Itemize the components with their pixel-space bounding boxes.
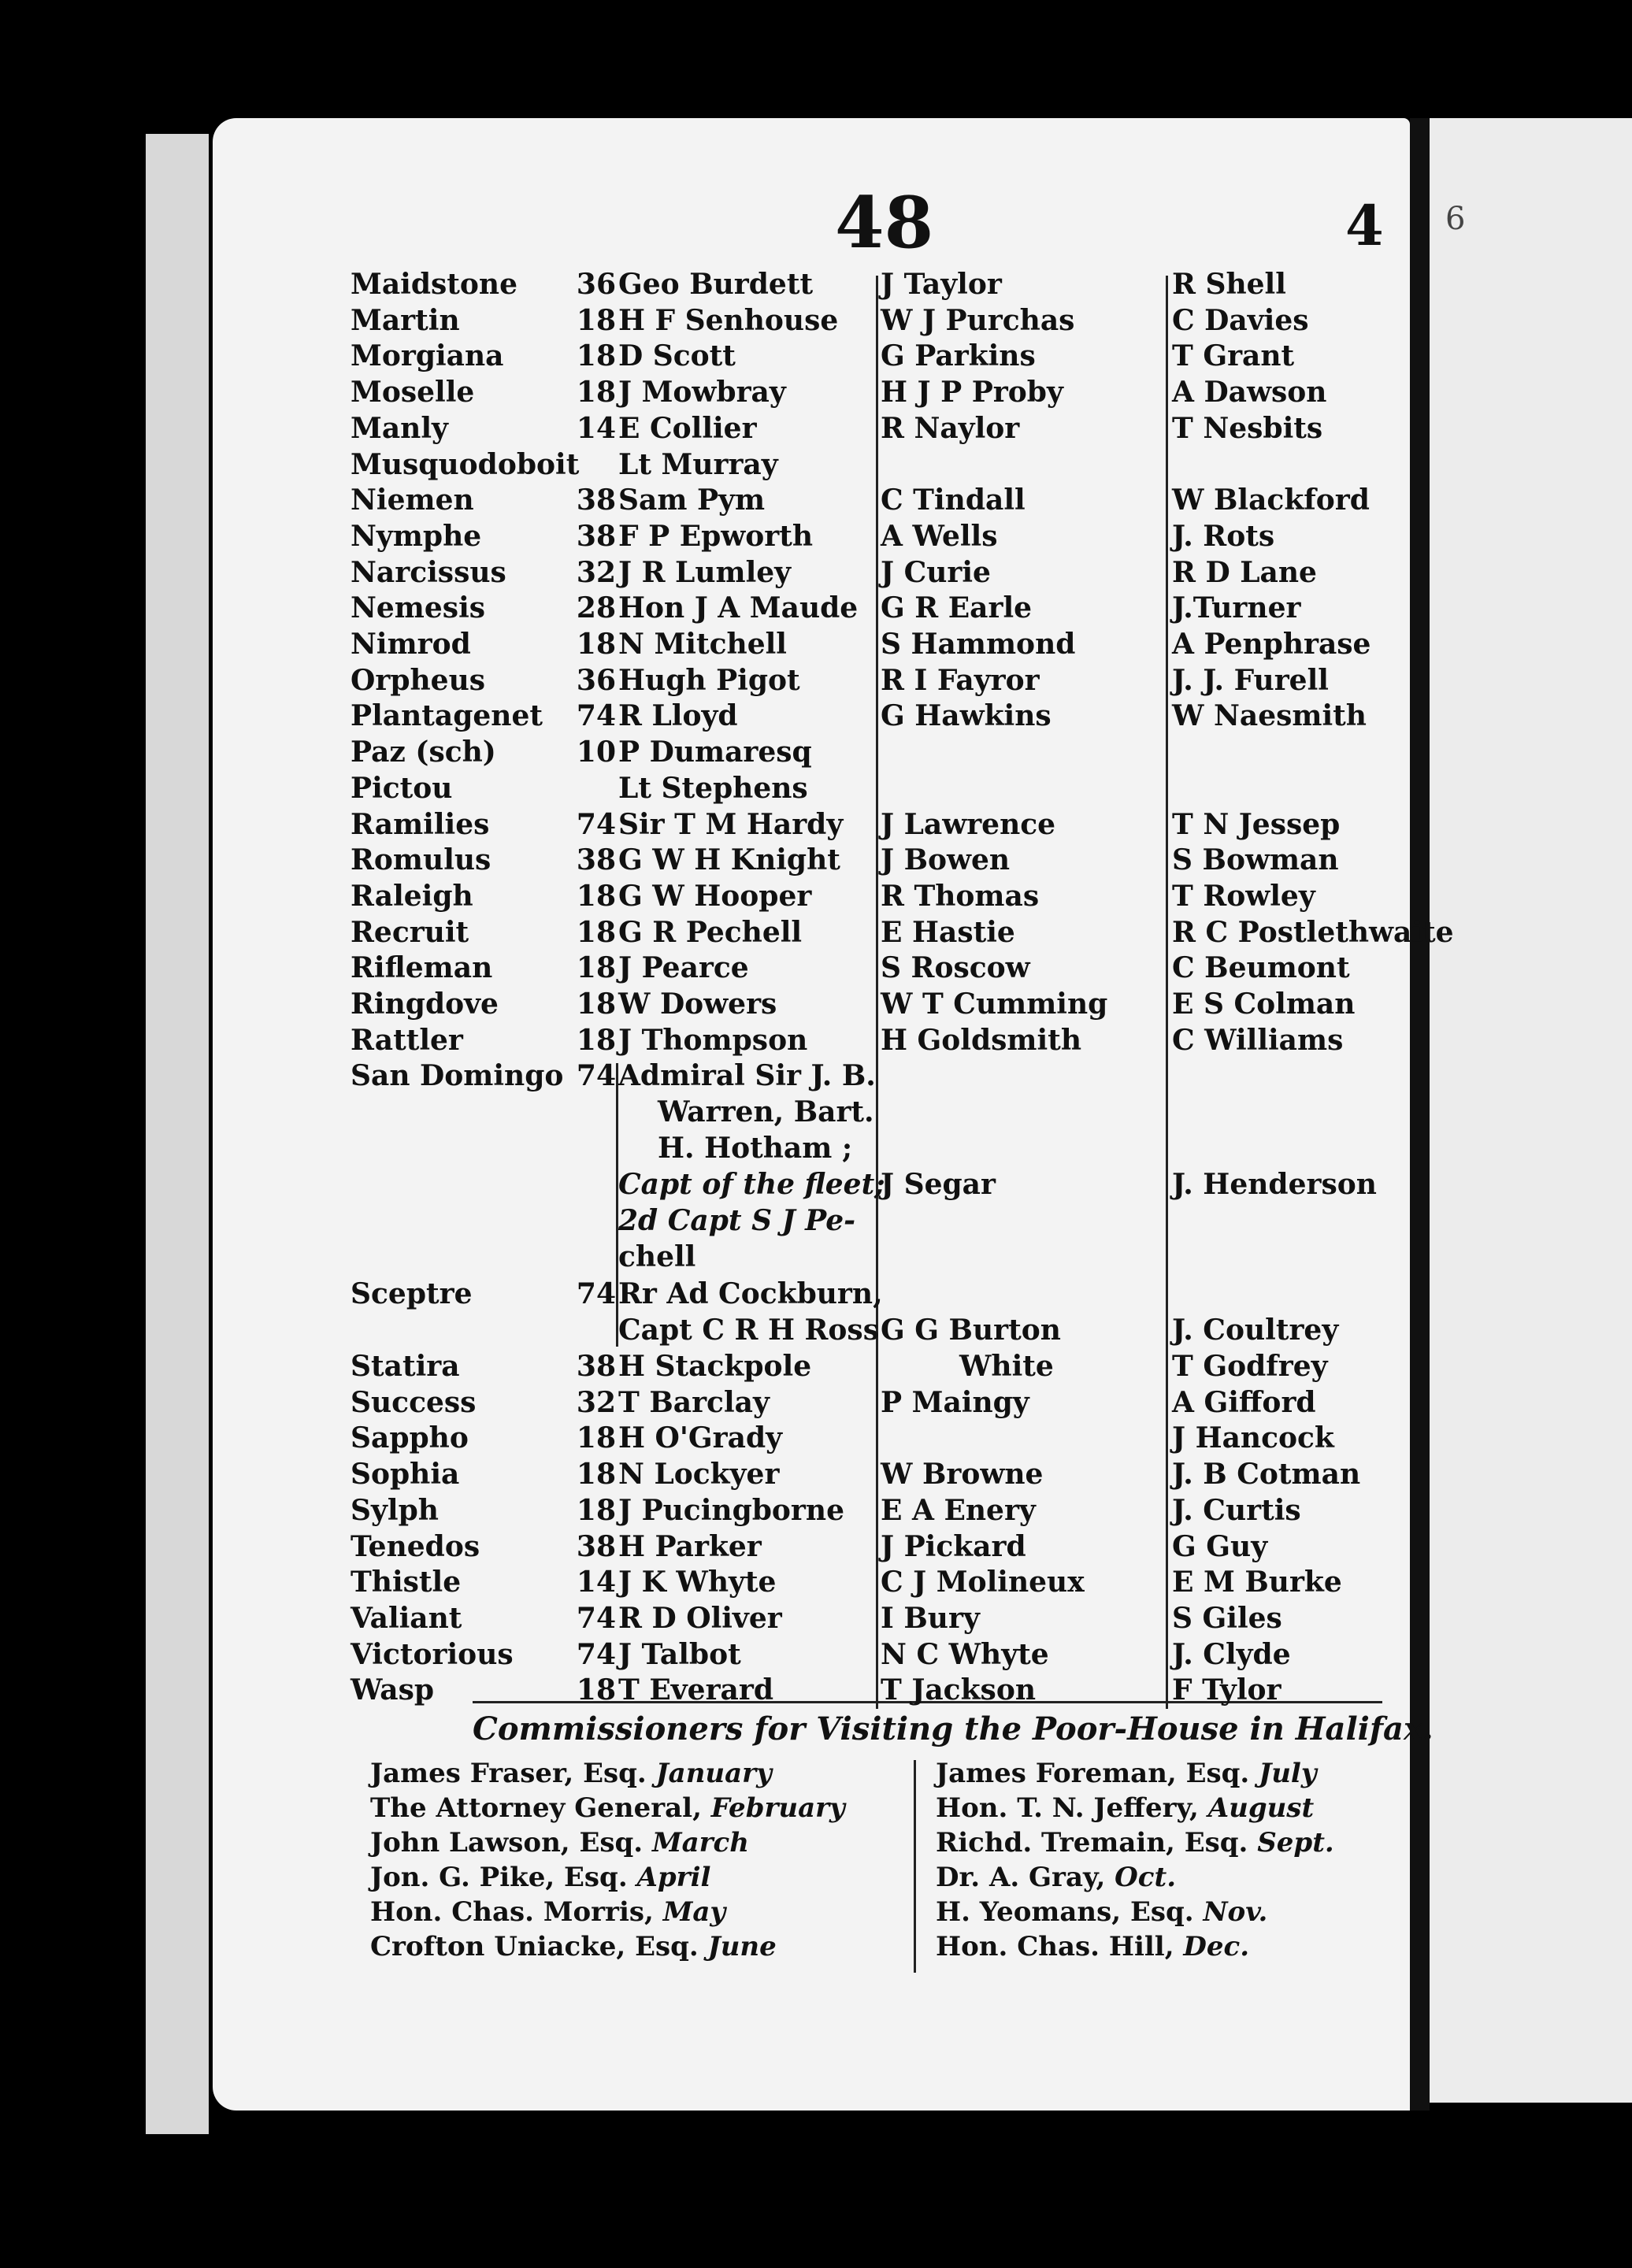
- captain-name: J Talbot: [618, 1637, 741, 1671]
- ship-guns: 32: [576, 1385, 616, 1419]
- ship-name: Narcissus: [351, 555, 506, 589]
- captain-name: J Pucingborne: [618, 1493, 844, 1527]
- ship-name: Sophia: [351, 1458, 460, 1492]
- lieutenant-name: H J P Proby: [881, 376, 1063, 410]
- captain-name: T Everard: [618, 1673, 774, 1707]
- commissioner-name: Jon. G. Pike, Esq.: [370, 1862, 637, 1893]
- ship-name: Romulus: [351, 843, 491, 877]
- lieutenant-name: J Taylor: [881, 268, 1002, 301]
- captain-name: Hugh Pigot: [618, 663, 800, 697]
- column-rule-master: [1166, 276, 1168, 1709]
- commissioners-divider: [914, 1760, 916, 1973]
- lieutenant-name: G Hawkins: [881, 699, 1052, 733]
- commissioner-month: Oct.: [1115, 1862, 1177, 1893]
- commissioner-name: Hon. Chas. Morris,: [370, 1896, 663, 1928]
- ship-name: Manly: [351, 411, 448, 445]
- captain-name: H Parker: [618, 1529, 762, 1563]
- lieutenant-name: J Lawrence: [881, 807, 1056, 841]
- captain-name: G W H Knight: [618, 843, 840, 877]
- commissioner-name: Hon. T. N. Jeffery,: [936, 1792, 1208, 1824]
- master-name: R Shell: [1172, 268, 1286, 301]
- lieutenant-name: W T Cumming: [881, 988, 1108, 1021]
- ship-name: Plantagenet: [351, 699, 543, 733]
- commissioner-entry: [370, 1896, 725, 1928]
- ship-name: Success: [351, 1385, 477, 1419]
- commissioner-name: Crofton Uniacke, Esq.: [370, 1931, 708, 1962]
- ship-name: Niemen: [351, 484, 474, 517]
- commissioner-entry: [936, 1896, 1267, 1928]
- ship-guns: 28: [576, 591, 616, 625]
- commissioner-entry: [936, 1792, 1314, 1824]
- master-name: W Blackford: [1172, 484, 1370, 517]
- captain-line: Rr Ad Cockburn,: [618, 1277, 883, 1310]
- master-name: T Godfrey: [1172, 1350, 1328, 1383]
- ship-name: Valiant: [351, 1601, 462, 1635]
- lieutenant-name: S Roscow: [881, 951, 1030, 985]
- commissioner-month: April: [636, 1862, 711, 1893]
- captain-name: G R Pechell: [618, 915, 803, 949]
- commissioner-name: The Attorney General,: [370, 1792, 711, 1824]
- master-name: J.Turner: [1172, 591, 1301, 625]
- ship-name: Orpheus: [351, 663, 486, 697]
- commissioner-entry: [936, 1758, 1317, 1789]
- commissioner-month: February: [710, 1792, 845, 1824]
- captain-name: J Mowbray: [618, 376, 786, 410]
- ship-guns: 36: [576, 663, 616, 697]
- captain-line: Warren, Bart.: [658, 1095, 874, 1128]
- ship-guns: 18: [576, 951, 616, 985]
- commissioner-month: January: [655, 1758, 772, 1789]
- captain-line: H. Hotham ;: [658, 1132, 853, 1165]
- ship-name: Thistle: [351, 1566, 462, 1599]
- commissioner-name: John Lawson, Esq.: [370, 1827, 652, 1858]
- commissioner-month: Sept.: [1257, 1827, 1334, 1858]
- ship-guns: 74: [576, 1637, 616, 1671]
- lieutenant-name: G Parkins: [881, 339, 1036, 373]
- master-name: A Gifford: [1172, 1385, 1316, 1419]
- ship-name: Wasp: [351, 1673, 435, 1707]
- lieutenant-name: I Bury: [881, 1601, 980, 1635]
- ship-guns: 74: [576, 1277, 616, 1310]
- ship-name: Nimrod: [351, 628, 471, 661]
- ship-name: Raleigh: [351, 879, 473, 913]
- master-name: S Giles: [1172, 1601, 1282, 1635]
- master-name: J. Curtis: [1172, 1493, 1301, 1527]
- ship-name: Recruit: [351, 915, 469, 949]
- ship-name: Musquodoboit: [351, 447, 580, 481]
- ship-name: Rifleman: [351, 951, 493, 985]
- ship-guns: 38: [576, 843, 616, 877]
- ship-name: Moselle: [351, 376, 475, 410]
- commissioner-entry: [370, 1931, 777, 1962]
- master-name: R D Lane: [1172, 555, 1317, 589]
- ship-name: San Domingo: [351, 1059, 564, 1092]
- captain-name: J Pearce: [618, 951, 749, 985]
- ship-guns: 18: [576, 376, 616, 410]
- ship-name: Paz (sch): [351, 736, 496, 769]
- captain-line: chell: [618, 1240, 696, 1273]
- master-name: J. B Cotman: [1172, 1458, 1361, 1492]
- master-name: G Guy: [1172, 1529, 1268, 1563]
- captain-name: Sam Pym: [618, 484, 766, 517]
- master-name: T Rowley: [1172, 879, 1315, 913]
- master-name: R C Postlethwaite: [1172, 915, 1454, 949]
- commissioner-name: James Foreman, Esq.: [936, 1758, 1259, 1789]
- captain-name: E Collier: [618, 411, 757, 445]
- captain-name: Hon J A Maude: [618, 591, 859, 625]
- ship-name: Victorious: [351, 1637, 514, 1671]
- lieutenant-name: R Naylor: [881, 411, 1020, 445]
- commissioner-name: Richd. Tremain, Esq.: [936, 1827, 1258, 1858]
- lieutenant-name: C Tindall: [881, 484, 1026, 517]
- ship-guns: 18: [576, 1421, 616, 1455]
- captain-name: N Lockyer: [618, 1458, 780, 1492]
- captain-name: H O'Grady: [618, 1421, 783, 1455]
- ship-guns: 18: [576, 988, 616, 1021]
- captain-name: J Thompson: [618, 1023, 808, 1057]
- ship-name: Ringdove: [351, 988, 499, 1021]
- ship-guns: 18: [576, 303, 616, 337]
- commissioner-name: H. Yeomans, Esq.: [936, 1896, 1204, 1928]
- master-name: J Hancock: [1172, 1421, 1334, 1455]
- captain-name: D Scott: [618, 339, 736, 373]
- ship-guns: 38: [576, 519, 616, 553]
- commissioner-entry: [370, 1827, 749, 1858]
- lieutenant-name: R I Fayror: [881, 663, 1040, 697]
- page-stack-edge: [146, 134, 209, 2134]
- master-name: S Bowman: [1172, 843, 1339, 877]
- ship-guns: 10: [576, 736, 616, 769]
- captain-name: G W Hooper: [618, 879, 812, 913]
- commissioner-name: Hon. Chas. Hill,: [936, 1931, 1184, 1962]
- ship-name: Maidstone: [351, 268, 518, 301]
- lieutenant-name: J Segar: [881, 1168, 996, 1201]
- facing-page: [1430, 118, 1632, 2103]
- ship-guns: 18: [576, 915, 616, 949]
- lieutenant-name: C J Molineux: [881, 1566, 1085, 1599]
- lieutenant-name: G G Burton: [881, 1314, 1061, 1347]
- captain-name: Lt Murray: [618, 447, 778, 481]
- ship-guns: 32: [576, 555, 616, 589]
- ship-name: Tenedos: [351, 1529, 480, 1563]
- captain-line: Capt C R H Ross: [618, 1314, 879, 1347]
- master-name: A Penphrase: [1172, 628, 1371, 661]
- captain-name: T Barclay: [618, 1385, 770, 1419]
- lieutenant-name: E Hastie: [881, 915, 1015, 949]
- master-name: J. J. Furell: [1172, 663, 1329, 697]
- commissioner-entry: [936, 1827, 1334, 1858]
- captain-name: Sir T M Hardy: [618, 807, 844, 841]
- ship-guns: 74: [576, 1059, 616, 1092]
- captain-line: 2d Capt S J Pe-: [618, 1204, 856, 1237]
- page-gutter: [1410, 118, 1430, 2110]
- lieutenant-name: E A Enery: [881, 1493, 1036, 1527]
- commissioner-name: Dr. A. Gray,: [936, 1862, 1115, 1893]
- lieutenant-name: N C Whyte: [881, 1637, 1049, 1671]
- lieutenant-name: J Bowen: [881, 843, 1011, 877]
- ship-guns: 18: [576, 879, 616, 913]
- ship-name: Sappho: [351, 1421, 469, 1455]
- ship-name: Nemesis: [351, 591, 486, 625]
- ship-guns: 18: [576, 1458, 616, 1492]
- commissioner-entry: [936, 1862, 1176, 1893]
- captain-name: J K Whyte: [618, 1566, 777, 1599]
- ship-guns: 14: [576, 411, 616, 445]
- commissioner-month: July: [1259, 1758, 1317, 1789]
- ship-name: Ramilies: [351, 807, 490, 841]
- master-name: J. Rots: [1172, 519, 1275, 553]
- lieutenant-name: T Jackson: [881, 1673, 1036, 1707]
- ship-name: Pictou: [351, 771, 453, 805]
- ship-name: Rattler: [351, 1023, 463, 1057]
- captain-name: Geo Burdett: [618, 268, 814, 301]
- captain-name: H F Senhouse: [618, 303, 839, 337]
- ship-guns: 38: [576, 1529, 616, 1563]
- ship-guns: 38: [576, 1350, 616, 1383]
- lieutenant-name: J Pickard: [881, 1529, 1026, 1563]
- commissioner-entry: [936, 1931, 1249, 1962]
- captain-name: J R Lumley: [618, 555, 792, 589]
- captain-name: R D Oliver: [618, 1601, 782, 1635]
- column-rule-lieutenant: [876, 276, 878, 1709]
- commissioner-name: James Fraser, Esq.: [370, 1758, 656, 1789]
- corner-mark: 4: [1345, 193, 1384, 258]
- commissioner-month: Dec.: [1183, 1931, 1250, 1962]
- captain-name: R Lloyd: [618, 699, 738, 733]
- ship-guns: 38: [576, 484, 616, 517]
- master-name: T N Jessep: [1172, 807, 1341, 841]
- commissioner-entry: [370, 1758, 772, 1789]
- lieutenant-name: R Thomas: [881, 879, 1040, 913]
- facing-page-mark: 6: [1445, 201, 1466, 237]
- ship-guns: 18: [576, 1493, 616, 1527]
- master-name: F Tylor: [1172, 1673, 1281, 1707]
- commissioner-month: May: [662, 1896, 726, 1928]
- lieutenant-name: S Hammond: [881, 628, 1076, 661]
- commissioner-entry: [370, 1792, 845, 1824]
- master-name: T Nesbits: [1172, 411, 1323, 445]
- captain-line: Capt of the fleet;: [618, 1168, 885, 1201]
- commissioner-month: March: [651, 1827, 749, 1858]
- ship-name: Morgiana: [351, 339, 504, 373]
- ship-guns: 74: [576, 1601, 616, 1635]
- ship-guns: 74: [576, 699, 616, 733]
- ship-name: Statira: [351, 1350, 460, 1383]
- captain-name: Lt Stephens: [618, 771, 808, 805]
- commissioner-month: August: [1207, 1792, 1315, 1824]
- master-name: C Davies: [1172, 303, 1309, 337]
- master-name: J. Coultrey: [1172, 1314, 1339, 1347]
- ship-guns: 18: [576, 1023, 616, 1057]
- lieutenant-name: A Wells: [881, 519, 998, 553]
- master-name: W Naesmith: [1172, 699, 1367, 733]
- page-number: 48: [835, 181, 934, 265]
- captain-name: W Dowers: [618, 988, 777, 1021]
- lieutenant-name: H Goldsmith: [881, 1023, 1081, 1057]
- lieutenant-name: W Browne: [881, 1458, 1044, 1492]
- master-name: A Dawson: [1172, 376, 1327, 410]
- lieutenant-name: White: [959, 1350, 1054, 1383]
- master-name: E M Burke: [1172, 1566, 1342, 1599]
- ship-guns: 14: [576, 1566, 616, 1599]
- lieutenant-name: P Maingy: [881, 1385, 1029, 1419]
- master-name: T Grant: [1172, 339, 1295, 373]
- ship-guns: 36: [576, 268, 616, 301]
- commissioner-month: Nov.: [1203, 1896, 1268, 1928]
- ship-guns: 18: [576, 628, 616, 661]
- commissioners-title: Commissioners for Visiting the Poor-House in Halifax.: [473, 1710, 1434, 1747]
- captain-name: F P Epworth: [618, 519, 814, 553]
- captain-name: N Mitchell: [618, 628, 787, 661]
- captain-name: P Dumaresq: [618, 736, 812, 769]
- commissioner-entry: [370, 1862, 710, 1893]
- lieutenant-name: J Curie: [881, 555, 991, 589]
- ship-name: Sylph: [351, 1493, 439, 1527]
- ship-guns: 18: [576, 1673, 616, 1707]
- lieutenant-name: G R Earle: [881, 591, 1033, 625]
- commissioner-month: June: [707, 1931, 777, 1962]
- ship-name: Nymphe: [351, 519, 482, 553]
- lieutenant-name: W J Purchas: [881, 303, 1075, 337]
- master-name: E S Colman: [1172, 988, 1356, 1021]
- captain-line: Admiral Sir J. B.: [618, 1059, 876, 1092]
- master-name: C Beumont: [1172, 951, 1350, 985]
- master-name: C Williams: [1172, 1023, 1344, 1057]
- captain-name: H Stackpole: [618, 1350, 812, 1383]
- ship-guns: 74: [576, 807, 616, 841]
- ship-name: Martin: [351, 303, 460, 337]
- master-name: J. Henderson: [1172, 1168, 1377, 1201]
- master-name: J. Clyde: [1172, 1637, 1291, 1671]
- ship-guns: 18: [576, 339, 616, 373]
- ship-name: Sceptre: [351, 1277, 473, 1310]
